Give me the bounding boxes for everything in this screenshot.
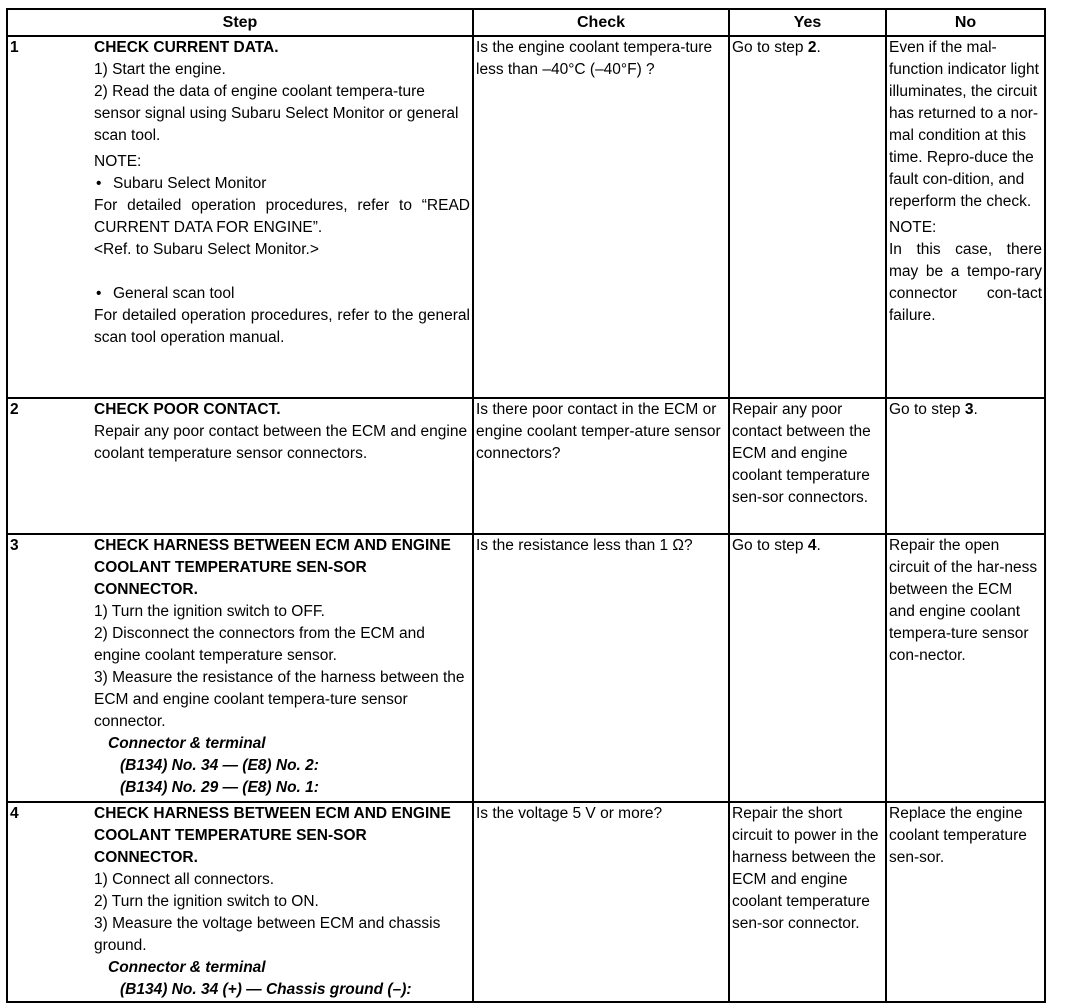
check-text: Is there poor contact in the ECM or engine coolant temper-ature sensor connectors? [476, 401, 721, 462]
step-number: 1 [10, 39, 19, 56]
step-line: 1) Turn the ignition switch to OFF. [94, 603, 325, 620]
no-cell [886, 398, 1045, 534]
step-number: 3 [10, 537, 19, 554]
step-cell [7, 534, 473, 802]
connector-terminal: (B134) No. 34 (+) — Chassis ground (–): [120, 981, 412, 998]
header-row [7, 9, 1045, 36]
yes-cell [729, 802, 886, 1002]
table-row [7, 534, 1045, 802]
no-text: Even if the mal-function indicator light illuminates, the circuit has returned to a nor-mal condition at this time. Repro-duce the fault con-dition, and reperform the check. [889, 39, 1039, 210]
note-text: For detailed operation procedures, refer to the general scan tool operation manual. [94, 307, 470, 346]
step-title: CHECK HARNESS BETWEEN ECM AND ENGINE COOLANT TEMPERATURE SEN-SOR CONNECTOR. [94, 537, 451, 598]
check-text: Is the resistance less than 1 Ω? [476, 537, 693, 554]
step-cell [7, 802, 473, 1002]
step-title: CHECK HARNESS BETWEEN ECM AND ENGINE COOLANT TEMPERATURE SEN-SOR CONNECTOR. [94, 805, 451, 866]
note-bullet: • Subaru Select Monitor [94, 173, 470, 195]
note-bullet: • General scan tool [94, 283, 470, 305]
table-row [7, 802, 1045, 1002]
table-row [7, 398, 1045, 534]
connector-label: Connector & terminal [108, 959, 266, 976]
step-line: 2) Disconnect the connectors from the ECM and engine coolant temperature sensor. [94, 625, 425, 664]
yes-suffix: . [816, 537, 821, 554]
yes-prefix: Go to step [732, 39, 808, 56]
connector-label: Connector & terminal [108, 735, 266, 752]
yes-prefix: Go to step [732, 537, 808, 554]
no-note-text: In this case, there may be a tempo-rary connector con-tact failure. [889, 241, 1042, 324]
diagnostic-table [6, 8, 1046, 1003]
step-line: Repair any poor contact between the ECM and engine coolant temperature sensor connectors. [94, 423, 468, 462]
step-title: CHECK CURRENT DATA. [94, 39, 279, 56]
no-text: Replace the engine coolant temperature sen-sor. [889, 805, 1027, 866]
no-step-number: 3 [964, 401, 974, 418]
yes-text: Repair the short circuit to power in the harness between the ECM and engine coolant temperature sen-sor connector. [732, 805, 879, 932]
note-ref: <Ref. to Subaru Select Monitor.> [94, 241, 319, 258]
connector-terminal: (B134) No. 29 — (E8) No. 1: [120, 779, 319, 796]
yes-suffix: . [816, 39, 821, 56]
step-line: 3) Measure the resistance of the harness between the ECM and engine coolant tempera-ture sensor connector. [94, 669, 465, 730]
check-cell [473, 534, 729, 802]
note-text: For detailed operation procedures, refer to “READ CURRENT DATA FOR ENGINE”. [94, 197, 470, 236]
no-prefix: Go to step [889, 401, 965, 418]
check-cell [473, 398, 729, 534]
step-line: 3) Measure the voltage between ECM and chassis ground. [94, 915, 441, 954]
no-note-label: NOTE: [889, 219, 937, 236]
note-label: NOTE: [94, 153, 142, 170]
no-suffix: . [973, 401, 978, 418]
header-check: Check [473, 9, 729, 36]
header-step: Step [7, 9, 473, 36]
no-cell [886, 534, 1045, 802]
step-line: 2) Turn the ignition switch to ON. [94, 893, 319, 910]
step-number: 4 [10, 805, 19, 822]
yes-text [732, 535, 883, 557]
yes-cell [729, 534, 886, 802]
header-yes: Yes [729, 9, 886, 36]
no-cell [886, 802, 1045, 1002]
yes-text [732, 37, 883, 59]
check-cell [473, 36, 729, 398]
yes-cell [729, 398, 886, 534]
connector-terminal: (B134) No. 34 — (E8) No. 2: [120, 757, 319, 774]
no-text: Repair the open circuit of the har-ness between the ECM and engine coolant tempera-ture sensor con-nector. [889, 537, 1038, 664]
no-text [889, 399, 1042, 421]
step-line: 2) Read the data of engine coolant tempera-ture sensor signal using Subaru Select Monitor or general scan tool. [94, 83, 459, 144]
check-text: Is the voltage 5 V or more? [476, 805, 663, 822]
yes-step-number: 4 [807, 537, 817, 554]
step-cell [7, 36, 473, 398]
step-line: 1) Start the engine. [94, 61, 226, 78]
check-cell [473, 802, 729, 1002]
header-no: No [886, 9, 1045, 36]
check-text: Is the engine coolant tempera-ture less than –40°C (–40°F) ? [476, 39, 713, 78]
step-title: CHECK POOR CONTACT. [94, 401, 281, 418]
no-cell [886, 36, 1045, 398]
yes-step-number: 2 [807, 39, 817, 56]
step-number: 2 [10, 401, 19, 418]
table-row [7, 36, 1045, 398]
yes-text: Repair any poor contact between the ECM and engine coolant temperature sen-sor connectors. [732, 401, 871, 506]
step-cell [7, 398, 473, 534]
step-line: 1) Connect all connectors. [94, 871, 275, 888]
yes-cell [729, 36, 886, 398]
